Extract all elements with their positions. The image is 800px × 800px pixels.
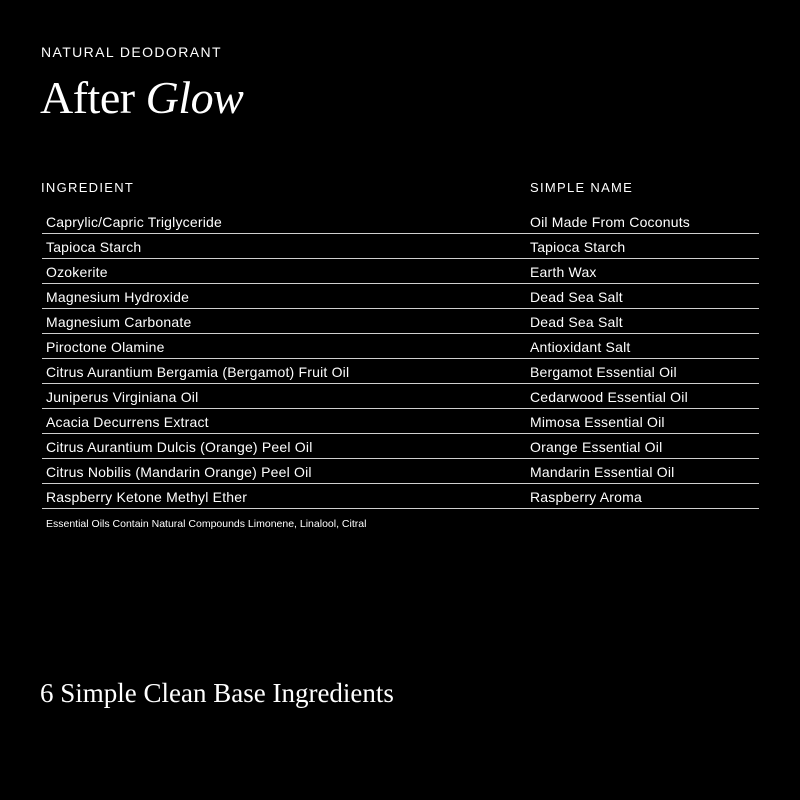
table-row	[42, 284, 759, 309]
simple-name-cell: Dead Sea Salt	[530, 314, 623, 330]
simple-name-cell: Mimosa Essential Oil	[530, 414, 665, 430]
ingredient-cell: Juniperus Virginiana Oil	[46, 389, 199, 405]
table-row	[42, 384, 759, 409]
ingredient-cell: Citrus Nobilis (Mandarin Orange) Peel Oil	[46, 464, 312, 480]
table-row	[42, 409, 759, 434]
simple-name-cell: Cedarwood Essential Oil	[530, 389, 688, 405]
ingredient-cell: Citrus Aurantium Bergamia (Bergamot) Fruit Oil	[46, 364, 350, 380]
table-row	[42, 484, 759, 509]
table-row	[42, 434, 759, 459]
simple-name-cell: Bergamot Essential Oil	[530, 364, 677, 380]
simple-name-cell: Tapioca Starch	[530, 239, 626, 255]
essential-oils-footnote: Essential Oils Contain Natural Compounds Limonene, Linalool, Citral	[46, 518, 367, 530]
simple-name-cell: Raspberry Aroma	[530, 489, 642, 505]
simple-name-cell: Earth Wax	[530, 264, 597, 280]
table-row	[42, 334, 759, 359]
ingredient-cell: Raspberry Ketone Methyl Ether	[46, 489, 248, 505]
table-row	[42, 234, 759, 259]
tagline: 6 Simple Clean Base Ingredients	[40, 678, 394, 708]
product-title	[40, 72, 243, 124]
table-row	[42, 359, 759, 384]
ingredient-cell: Magnesium Hydroxide	[46, 289, 190, 305]
simple-name-cell: Mandarin Essential Oil	[530, 464, 675, 480]
table-row	[42, 459, 759, 484]
column-header-ingredient: INGREDIENT	[41, 180, 135, 195]
simple-name-cell: Orange Essential Oil	[530, 439, 663, 455]
simple-name-cell: Antioxidant Salt	[530, 339, 631, 355]
ingredient-cell: Magnesium Carbonate	[46, 314, 192, 330]
product-title-italic: Glow	[145, 72, 244, 123]
table-row	[42, 209, 759, 234]
table-row	[42, 309, 759, 334]
ingredient-cell: Acacia Decurrens Extract	[46, 414, 209, 430]
ingredient-cell: Tapioca Starch	[46, 239, 142, 255]
product-title-regular: After	[40, 72, 135, 123]
table-row	[42, 259, 759, 284]
simple-name-cell: Dead Sea Salt	[530, 289, 623, 305]
ingredients-table	[42, 209, 759, 509]
ingredient-cell: Caprylic/Capric Triglyceride	[46, 214, 222, 230]
ingredient-cell: Ozokerite	[46, 264, 108, 280]
ingredient-cell: Citrus Aurantium Dulcis (Orange) Peel Oil	[46, 439, 313, 455]
product-category: NATURAL DEODORANT	[41, 44, 222, 60]
column-header-simple-name: SIMPLE NAME	[530, 180, 634, 195]
simple-name-cell: Oil Made From Coconuts	[530, 214, 691, 230]
ingredient-cell: Piroctone Olamine	[46, 339, 165, 355]
